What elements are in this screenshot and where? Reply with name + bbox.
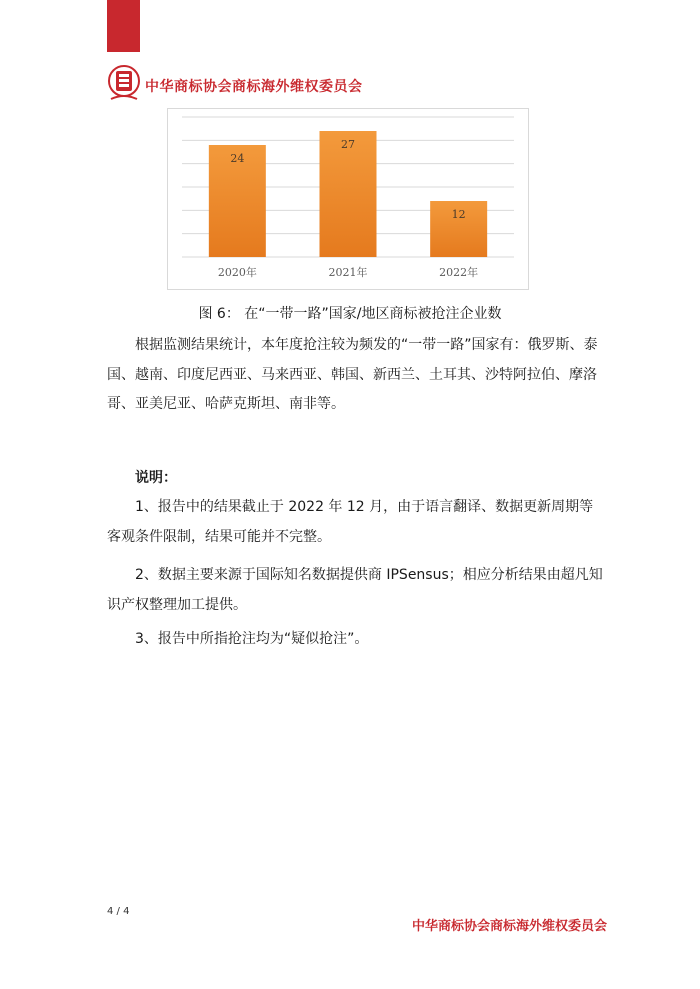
note-2: 2、数据主要来源于国际知名数据提供商 IPSensus；相应分析结果由超凡知识产权整理加工提供。 [107, 567, 603, 613]
data-label-2: 12 [451, 208, 466, 221]
notes-heading: 说明： [135, 470, 177, 486]
page-number: 4 / 4 [107, 906, 130, 917]
note-3: 3、报告中所指抢注均为“疑似抢注”。 [135, 631, 369, 647]
data-label-0: 24 [230, 152, 245, 165]
body-paragraph: 根据监测结果统计，本年度抢注较为频发的“一带一路”国家有：俄罗斯、泰国、越南、印度尼西亚、马来西亚、韩国、新西兰、土耳其、沙特阿拉伯、摩洛哥、亚美尼亚、哈萨克斯坦、南非等。 [107, 337, 598, 412]
x-tick-label-1: 2021年 [328, 266, 368, 279]
header-red-tab [107, 0, 140, 52]
x-tick-label-0: 2020年 [217, 266, 257, 279]
seal-logo-icon [107, 63, 141, 103]
header-org-name: 中华商标协会商标海外维权委员会 [145, 79, 363, 95]
figure-caption: 图 6： 在“一带一路”国家/地区商标被抢注企业数 [198, 306, 502, 322]
x-tick-label-2: 2022年 [439, 266, 479, 279]
data-label-1: 27 [341, 138, 355, 151]
note-1: 1、报告中的结果截止于 2022 年 12 月，由于语言翻译、数据更新周期等客观条件限制，结果可能并不完整。 [107, 499, 594, 545]
chart-canvas [168, 109, 528, 289]
bar-chart [167, 108, 529, 290]
footer-org-name: 中华商标协会商标海外维权委员会 [412, 919, 608, 934]
